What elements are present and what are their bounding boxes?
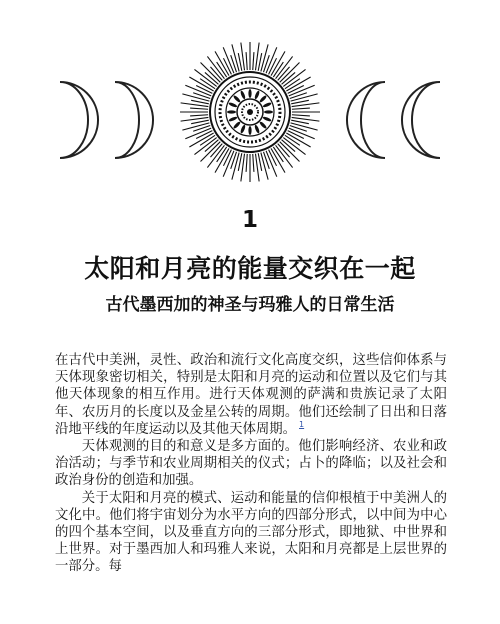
- paragraph-1: [55, 352, 447, 438]
- paragraph-1-text: 在古代中美洲，灵性、政治和流行文化高度交织，这些信仰体系与天体现象密切相关，特别是太阳和月亮的运动和位置以及它们与其他天体现象的相互作用。进行天体观测的萨满和贵族记录了太阳年、农历月的长度以及金星公转的周期。他们还绘制了日出和日落沿地平线的年度运动以及其他天体周期。: [55, 353, 447, 437]
- paragraph-3: 关于太阳和月亮的模式、运动和能量的信仰根植于中美洲人的文化中。他们将宇宙划分为水平方向的四部分形式，以中间为中心的四个基本空间，以及垂直方向的三部分形式，即地狱、中世界和上世界。对于墨西加人和玛雅人来说，太阳和月亮都是上层世界的一部分。每: [55, 490, 447, 575]
- left-outer-moon-icon: [60, 82, 98, 158]
- sun-and-moon-phases-icon: [0, 0, 500, 190]
- sun-icon: [180, 42, 320, 182]
- paragraph-2: 天体观测的目的和意义是多方面的。他们影响经济、农业和政治活动；与季节和农业周期相关的仪式；占卜的降临；以及社会和政治身份的创造和加强。: [55, 439, 447, 489]
- chapter-subtitle: 古代墨西加的神圣与玛雅人的日常生活: [105, 295, 395, 315]
- footnote-link[interactable]: 1: [299, 420, 305, 430]
- chapter-number: 1: [241, 207, 258, 233]
- chapter-title: 太阳和月亮的能量交织在一起: [84, 254, 416, 283]
- body-text: [55, 352, 447, 576]
- right-inner-moon-icon: [347, 82, 385, 158]
- left-inner-moon-icon: [115, 82, 153, 158]
- right-outer-moon-icon: [402, 82, 440, 158]
